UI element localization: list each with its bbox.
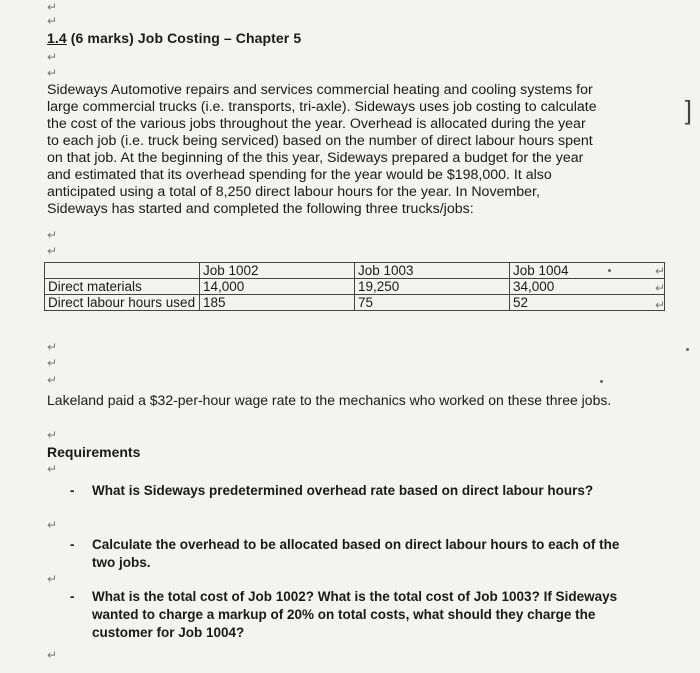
requirement-item [70,536,650,572]
table-cell: 19,250 [355,279,510,295]
paragraph-line: Sideways Automotive repairs and services commercial heating and cooling systems for [47,82,593,98]
paragraph-line: on that job. At the beginning of the this year, Sideways prepared a budget for the year [47,150,584,166]
table-header-job-1002: Job 1002 [200,263,355,279]
paragraph-line: and estimated that its overhead spending for the year would be $198,000. It also [47,167,552,183]
requirement-text: What is Sideways predetermined overhead rate based on direct labour hours? [92,483,594,498]
requirement-item [70,588,650,642]
paragraph-mark: ↵ [47,373,58,387]
paragraph-mark: ↵ [655,298,666,312]
paragraph-mark: ↵ [655,281,666,295]
paragraph-mark: ↵ [47,648,58,662]
paragraph-mark: ↵ [47,66,58,80]
stray-dot [600,380,603,383]
paragraph-mark: ↵ [47,340,58,354]
table-header-job-1004: Job 1004 [510,263,665,279]
paragraph-mark: ↵ [655,264,666,278]
margin-bracket: ] [684,95,692,125]
table-header-job-1003: Job 1003 [355,263,510,279]
paragraph-line: Sideways has started and completed the following three trucks/jobs: [47,201,474,217]
table-cell: 14,000 [200,279,355,295]
requirement-text: Calculate the overhead to be allocated based on direct labour hours to each of the two jobs. [92,537,620,570]
section-heading [47,30,301,46]
paragraph-line: to each job (i.e. truck being serviced) based on the number of direct labour hours spent [47,133,593,149]
stray-dot [608,269,611,272]
list-dash: - [70,589,75,604]
table-cell: 34,000 [510,279,665,295]
row-label: Direct materials [45,279,200,295]
paragraph-mark: ↵ [47,356,58,370]
paragraph-line: anticipated using a total of 8,250 direct labour hours for the year. In November, [47,184,540,200]
row-label: Direct labour hours used [45,295,200,311]
paragraph-mark: ↵ [47,572,58,586]
paragraph-mark: ↵ [47,0,58,14]
wage-rate-text: Lakeland paid a $32-per-hour wage rate to the mechanics who worked on these three jobs. [47,392,612,408]
paragraph-mark: ↵ [47,428,58,442]
paragraph-mark: ↵ [47,14,58,28]
paragraph-mark: ↵ [47,462,58,476]
paragraph-mark: ↵ [47,50,58,64]
job-cost-table [44,262,665,311]
requirement-item [70,482,650,500]
paragraph-mark: ↵ [47,244,58,258]
requirement-text: What is the total cost of Job 1002? What is the total cost of Job 1003? If Sideways wanted to charge a markup of 20% on total costs, what should they charge the customer for Job 1004? [92,589,618,640]
paragraph-line: large commercial trucks (i.e. transports, tri-axle). Sideways uses job costing to calculate [47,99,597,115]
list-dash: - [70,537,75,552]
table-row [45,295,665,311]
paragraph-mark: ↵ [47,228,58,242]
table-row [45,279,665,295]
heading-title: (6 marks) Job Costing – Chapter 5 [66,30,302,46]
table-cell: 75 [355,295,510,311]
paragraph-line: the cost of the various jobs throughout the year. Overhead is allocated during the year [47,116,586,132]
table-header-row [45,263,665,279]
table-cell: 52 [510,295,665,311]
heading-number: 1.4 [47,30,67,46]
table-cell: 185 [200,295,355,311]
list-dash: - [70,483,75,498]
stray-dot [686,348,689,351]
requirements-title: Requirements [47,444,141,460]
problem-paragraph [47,82,657,218]
paragraph-mark: ↵ [47,518,58,532]
table-cell [45,263,200,279]
